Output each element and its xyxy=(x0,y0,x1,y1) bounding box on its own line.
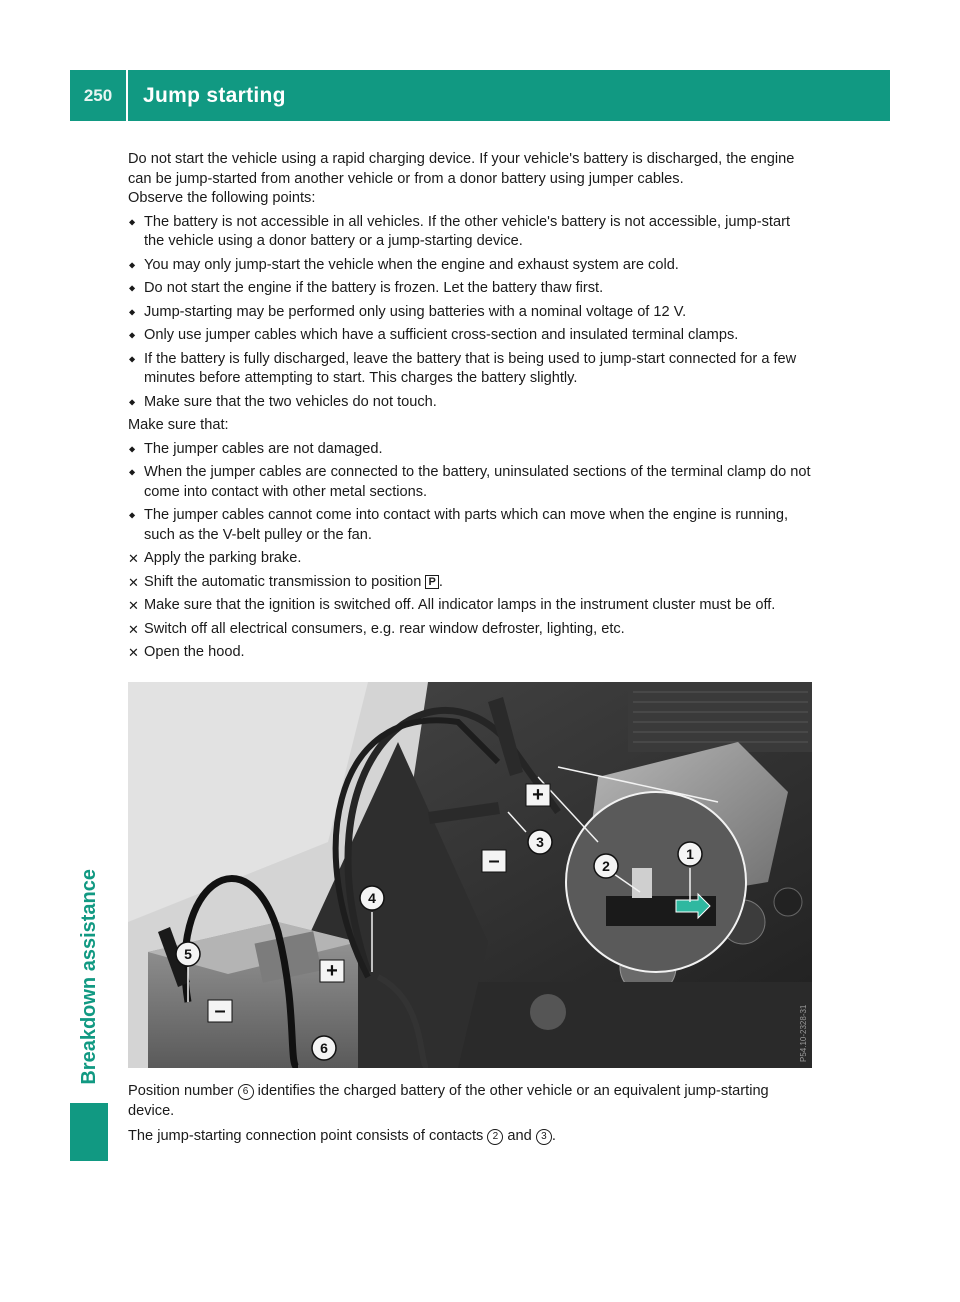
magnified-inset xyxy=(566,792,746,972)
list-item: ■ If the battery is fully discharged, leave the battery that is being used to jump-start connected for a few minutes before attempting to start. This charges the battery slightly. xyxy=(128,350,812,389)
callout-3 xyxy=(528,830,552,854)
step-arrow-icon: ✕ xyxy=(128,598,139,613)
step-text: Make sure that the ignition is switched off. All indicator lamps in the instrument cluster must be off. xyxy=(144,597,776,613)
callout-1-number: 1 xyxy=(686,846,694,862)
side-tab xyxy=(70,121,108,1161)
list-item: ■ The jumper cables cannot come into contact with parts which can move when the engine is running, such as the V-belt pulley or the fan. xyxy=(128,506,812,545)
list-item: ■ Jump-starting may be performed only using batteries with a nominal voltage of 12 V. xyxy=(128,303,812,323)
caption-text: The jump-starting connection point consists of contacts xyxy=(128,1128,484,1144)
callout-6 xyxy=(312,1036,336,1060)
callout-4-number: 4 xyxy=(368,890,376,906)
engine-lower xyxy=(428,982,812,1068)
caption-text: and xyxy=(507,1128,532,1144)
step-item xyxy=(128,596,812,616)
figure-caption xyxy=(128,1082,812,1153)
steps-list xyxy=(128,549,812,663)
minus-sign: – xyxy=(488,850,500,872)
page-number: 250 xyxy=(70,70,128,121)
list-item: ■ Only use jumper cables which have a sufficient cross-section and insulated terminal clamps. xyxy=(128,326,812,346)
step-arrow-icon: ✕ xyxy=(128,645,139,660)
park-position-icon: P xyxy=(425,575,438,589)
side-tab-block xyxy=(70,1103,108,1161)
plus-sign: + xyxy=(326,960,338,982)
make-sure-list xyxy=(128,440,812,546)
step-item xyxy=(128,573,812,593)
callout-ref: 2 xyxy=(487,1129,503,1145)
jump-start-figure xyxy=(128,682,812,1068)
image-code: P54.10-2328-31 xyxy=(799,1004,808,1062)
callout-2-number: 2 xyxy=(602,858,610,874)
caption-paragraph xyxy=(128,1127,812,1147)
chapter-title: Jump starting xyxy=(143,83,286,107)
step-item xyxy=(128,643,812,663)
observe-list xyxy=(128,213,812,413)
list-item: ■ When the jumper cables are connected to the battery, uninsulated sections of the terminal clamp do not come into contact with other metal sections. xyxy=(128,463,812,502)
step-text: Shift the automatic transmission to position xyxy=(144,573,422,590)
step-arrow-icon: ✕ xyxy=(128,621,139,637)
list-item: ■ The battery is not accessible in all vehicles. If the other vehicle's battery is not accessible, jump-start the vehicle using a donor battery or a jump-starting device. xyxy=(128,213,812,252)
callout-ref: 3 xyxy=(536,1129,552,1145)
step-text: Switch off all electrical consumers, e.g. rear window defroster, lighting, etc. xyxy=(144,620,625,637)
step-text: Apply the parking brake. xyxy=(144,550,302,566)
observe-heading: Observe the following points: xyxy=(128,190,316,206)
caption-text: identifies the charged battery of the other vehicle or an equivalent jump-starting device. xyxy=(128,1083,769,1119)
minus-sign: – xyxy=(214,1000,226,1022)
callout-4 xyxy=(360,886,384,910)
callout-5 xyxy=(176,942,200,966)
engine-part xyxy=(774,888,802,916)
step-text: Open the hood. xyxy=(144,644,245,660)
callout-5-number: 5 xyxy=(184,946,192,962)
step-text-end: . xyxy=(438,573,443,590)
callout-ref: 6 xyxy=(238,1084,254,1100)
list-item: ■ Make sure that the two vehicles do not touch. xyxy=(128,393,812,413)
side-tab-label: Breakdown assistance xyxy=(77,869,100,1085)
engine-bay-illustration xyxy=(128,682,812,1068)
list-item: ■ You may only jump-start the vehicle when the engine and exhaust system are cold. xyxy=(128,256,812,276)
callout-6-number: 6 xyxy=(320,1040,328,1056)
callout-2 xyxy=(594,854,618,878)
caption-paragraph xyxy=(128,1082,812,1121)
caption-text: . xyxy=(551,1128,556,1144)
engine-part xyxy=(530,994,566,1030)
list-item: ■ The jumper cables are not damaged. xyxy=(128,440,812,460)
intro-paragraph: Do not start the vehicle using a rapid charging device. If your vehicle's battery is discharged, the engine can be jump-started from another vehicle or from a donor battery using jumper cables. xyxy=(128,151,795,187)
step-item xyxy=(128,620,812,640)
callout-1 xyxy=(678,842,702,866)
step-arrow-icon: ✕ xyxy=(128,574,139,590)
plus-sign: + xyxy=(532,784,544,806)
list-item: ■ Do not start the engine if the battery is frozen. Let the battery thaw first. xyxy=(128,279,812,299)
body-text xyxy=(128,150,812,663)
callout-3-number: 3 xyxy=(536,834,544,850)
positive-contact xyxy=(632,868,652,898)
step-item xyxy=(128,549,812,569)
header-bar xyxy=(70,70,890,121)
make-sure-heading: Make sure that: xyxy=(128,417,229,433)
step-arrow-icon: ✕ xyxy=(128,551,139,566)
caption-text: Position number xyxy=(128,1083,234,1099)
